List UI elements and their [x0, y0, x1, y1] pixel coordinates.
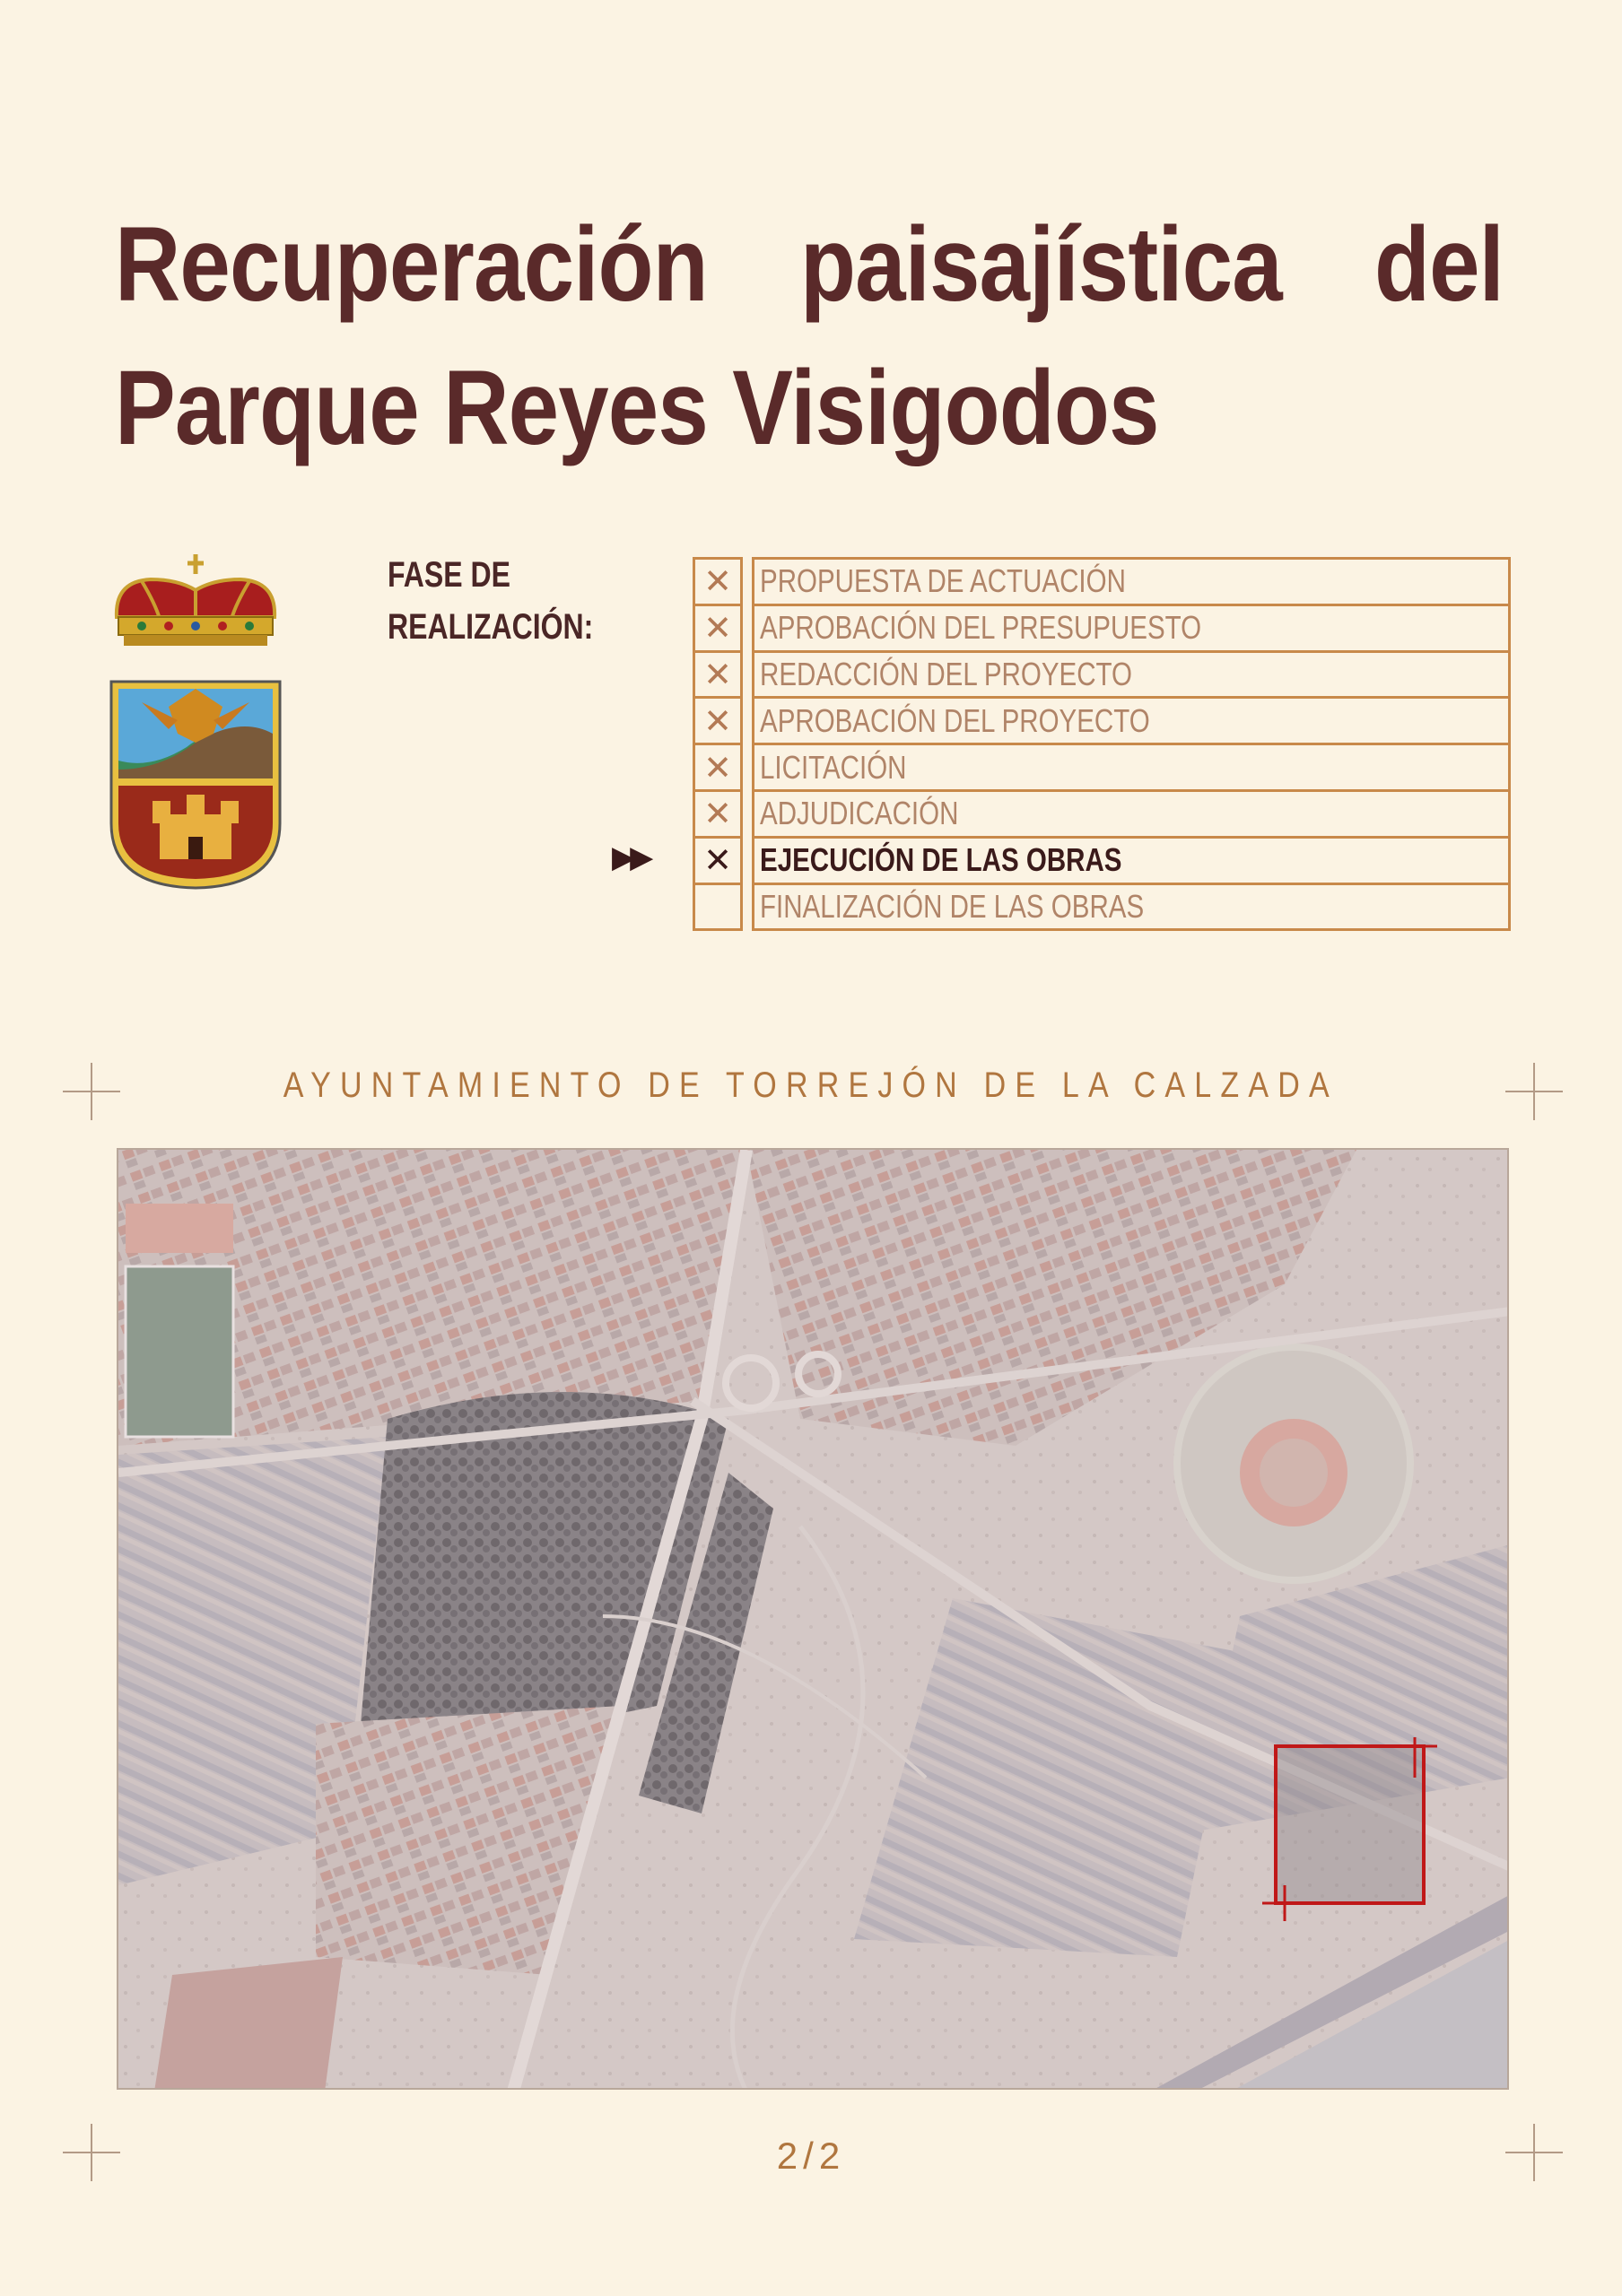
- phase-row-finalizacion: [693, 883, 1511, 929]
- phase-label-text: LICITACIÓN: [752, 743, 1511, 789]
- phase-row-ejecucion-current: [612, 836, 1511, 883]
- phase-row-adjudicacion: [693, 789, 1511, 836]
- aerial-map-illustration: [118, 1150, 1509, 2090]
- checkbox-mark: ✕: [693, 604, 743, 650]
- phase-row-aprobacion-presupuesto: [693, 604, 1511, 650]
- organization-name: AYUNTAMIENTO DE TORREJÓN DE LA CALZADA: [283, 1065, 1339, 1105]
- aerial-map-image: [117, 1148, 1509, 2090]
- checkbox-mark: ✕: [693, 650, 743, 697]
- phase-checklist: [612, 557, 1511, 928]
- checkbox-mark: ✕: [693, 789, 743, 836]
- checkbox-empty: [693, 883, 743, 931]
- checkbox-mark: ✕: [693, 557, 743, 604]
- phase-label-text: PROPUESTA DE ACTUACIÓN: [752, 557, 1511, 604]
- phase-row-propuesta: [693, 557, 1511, 604]
- phase-label: FASE DE REALIZACIÓN:: [388, 555, 594, 647]
- checkbox-mark: ✕: [693, 743, 743, 789]
- phase-row-licitacion: [693, 743, 1511, 789]
- phase-label-text: EJECUCIÓN DE LAS OBRAS: [752, 836, 1511, 883]
- coat-of-arms-logo: [106, 554, 285, 895]
- phase-row-redaccion: [693, 650, 1511, 697]
- crown-icon: [117, 554, 275, 646]
- checkbox-mark: ✕: [693, 696, 743, 743]
- phase-label-text: ADJUDICACIÓN: [752, 789, 1511, 836]
- title-line-2: Parque Reyes Visigodos: [115, 349, 1159, 467]
- title-line-1: Recuperación paisajística del: [115, 205, 1504, 324]
- current-phase-arrow-icon: ▶▶: [612, 839, 649, 875]
- phase-label-text: APROBACIÓN DEL PROYECTO: [752, 696, 1511, 743]
- shield-icon: [111, 682, 280, 888]
- phase-row-aprobacion-proyecto: [693, 696, 1511, 743]
- phase-label-text: FINALIZACIÓN DE LAS OBRAS: [752, 883, 1511, 931]
- project-area-highlight: [1276, 1746, 1424, 1903]
- page-title: [115, 193, 1504, 480]
- checkbox-mark: ✕: [693, 836, 743, 883]
- page-number: 2/2: [776, 2135, 846, 2177]
- phase-label-text: REDACCIÓN DEL PROYECTO: [752, 650, 1511, 697]
- phase-label-text: APROBACIÓN DEL PRESUPUESTO: [752, 604, 1511, 650]
